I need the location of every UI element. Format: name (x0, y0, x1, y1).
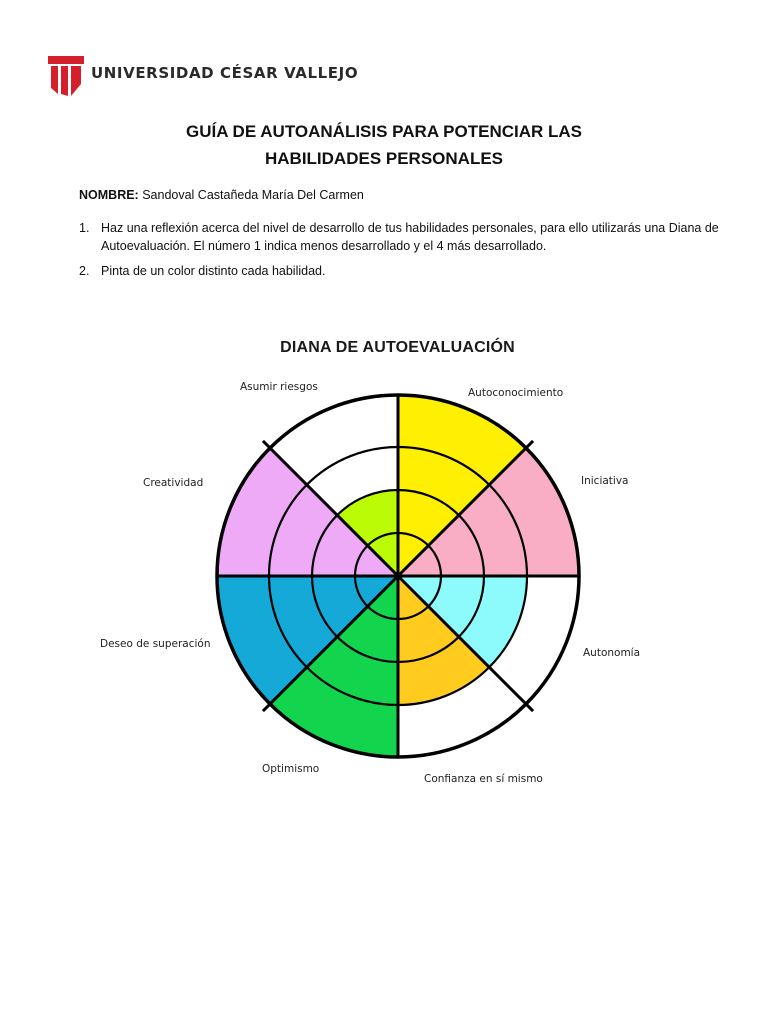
skill-label: Iniciativa (581, 475, 629, 487)
instruction-number: 1. (79, 221, 90, 235)
logo-text: UNIVERSIDAD CÉSAR VALLEJO (91, 64, 359, 82)
skill-label: Confianza en sí mismo (424, 773, 543, 785)
instruction-number: 2. (79, 264, 90, 278)
instruction-text: Haz una reflexión acerca del nivel de desarrollo de tus habilidades personales, para ello utilizarás una Diana de Autoevaluación. El número 1 indica menos desarrollado y el 4 más desarrollado. (101, 221, 719, 253)
document-title-line1: GUÍA DE AUTOANÁLISIS PARA POTENCIAR LAS (185, 122, 583, 141)
nombre-value: Sandoval Castañeda María Del Carmen (142, 188, 364, 202)
document-title-line2: HABILIDADES PERSONALES (264, 149, 504, 168)
skill-label: Autonomía (583, 647, 641, 659)
skill-label: Creatividad (143, 477, 204, 489)
skill-label: Asumir riesgos (240, 381, 318, 393)
skill-label: Autoconocimiento (468, 387, 564, 399)
instruction-text: Pinta de un color distinto cada habilidad. (101, 264, 326, 278)
nombre-label: NOMBRE: (79, 188, 139, 202)
diana-title: DIANA DE AUTOEVALUACIÓN (280, 339, 515, 356)
skill-label: Optimismo (262, 763, 320, 775)
skill-label: Deseo de superación (100, 638, 211, 650)
